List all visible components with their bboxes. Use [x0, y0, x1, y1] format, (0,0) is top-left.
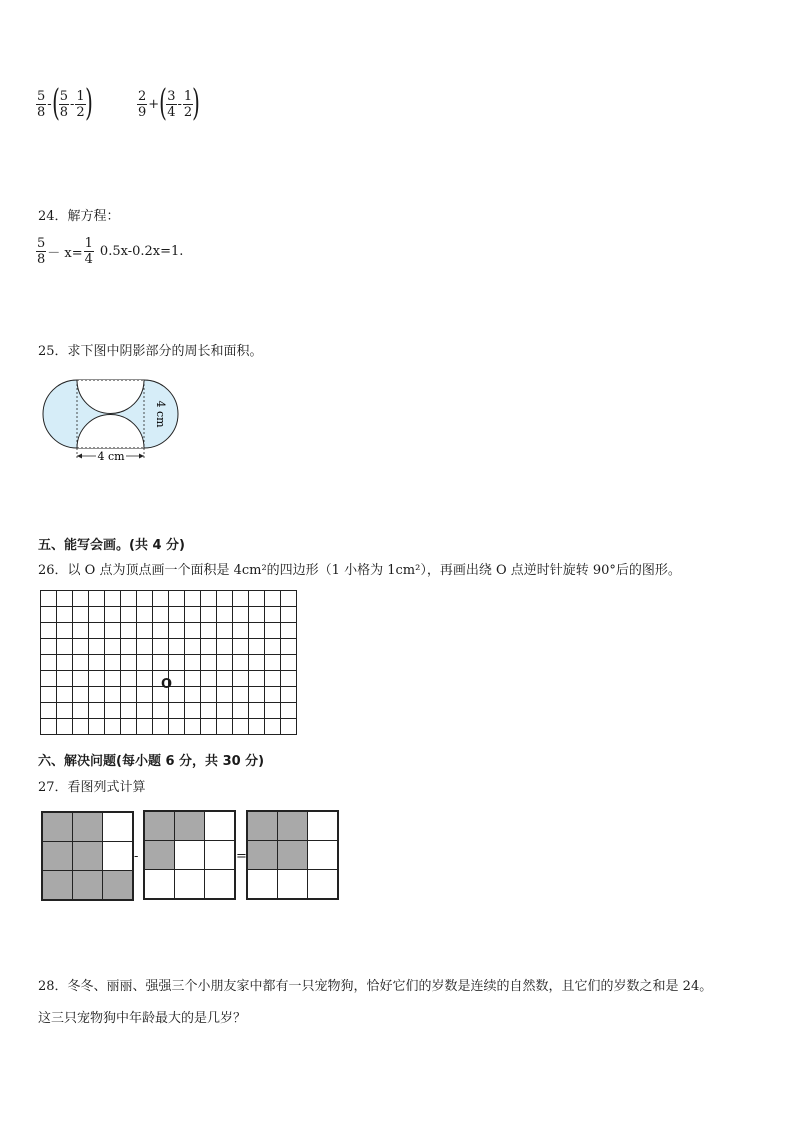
grid-cell [73, 703, 89, 719]
empty-cell [103, 842, 134, 871]
grid-cell [153, 623, 169, 639]
grid-cell [73, 591, 89, 607]
shaded-cell [278, 811, 308, 841]
grid-cell [281, 623, 297, 639]
grid-cell [41, 639, 57, 655]
grid-cell [121, 703, 137, 719]
grid-cell [105, 639, 121, 655]
grid-cell [201, 639, 217, 655]
shaded-cell [175, 811, 205, 841]
grid-cell [185, 591, 201, 607]
shaded-cell [144, 811, 175, 841]
grid-cell [249, 607, 265, 623]
grid-cell [217, 639, 233, 655]
grid-cell [41, 623, 57, 639]
expression-1: $\frac{5}{8}$ -( $\frac{5}{8}$ - $\frac{1}{2}$ ) [37, 83, 93, 124]
question-24-title: 24．解方程： [38, 209, 120, 224]
grid-cell [105, 655, 121, 671]
question-25-title: 25．求下图中阴影部分的周长和面积。 [38, 344, 263, 359]
grid-cell [169, 703, 185, 719]
grid-cell [89, 703, 105, 719]
empty-cell [205, 841, 236, 870]
fraction: $\frac{1}{2}$ [76, 88, 85, 120]
grid-cell [185, 607, 201, 623]
grid-cell [137, 655, 153, 671]
grid-cell [41, 703, 57, 719]
grid-cell [73, 607, 89, 623]
grid-cell [201, 623, 217, 639]
grid-cell [57, 687, 73, 703]
shaded-cell [42, 842, 73, 871]
grid-cell [153, 703, 169, 719]
shaded-cell [278, 841, 308, 870]
grid-cell [249, 719, 265, 735]
empty-cell [175, 841, 205, 870]
fraction: $\frac{2}{9}$ [138, 88, 147, 120]
grid-cell [201, 655, 217, 671]
fraction: $\frac{5}{8}$ [37, 236, 46, 267]
grid-cell [217, 719, 233, 735]
grid-cell [217, 703, 233, 719]
grid-cell [137, 607, 153, 623]
grid-cell [249, 703, 265, 719]
grid-cell [121, 639, 137, 655]
grid-cell [153, 591, 169, 607]
grid-cell [217, 655, 233, 671]
grid-cell [201, 703, 217, 719]
grid-cell [281, 607, 297, 623]
grid-cell [201, 591, 217, 607]
empty-cell [308, 811, 339, 841]
grid-cell [57, 655, 73, 671]
empty-cell [205, 811, 236, 841]
grid-cell [73, 671, 89, 687]
grid-cell [89, 591, 105, 607]
grid-cell [233, 719, 249, 735]
grid-cell [137, 719, 153, 735]
question-27-title: 27．看图列式计算 [38, 780, 146, 795]
grid-cell [249, 655, 265, 671]
grid-cell [73, 623, 89, 639]
grid-cell [137, 623, 153, 639]
grid-cell [121, 623, 137, 639]
grid-cell [281, 655, 297, 671]
grid-cell [89, 719, 105, 735]
grid-cell [265, 687, 281, 703]
grid-cell [57, 591, 73, 607]
fraction: $\frac{5}{8}$ [59, 88, 69, 120]
shaded-cell [247, 841, 278, 870]
section-6-heading: 六、解决问题(每小题 6 分，共 30 分) [38, 754, 265, 769]
grid-cell [137, 591, 153, 607]
grid-cell [265, 607, 281, 623]
grid-cell [201, 607, 217, 623]
grid-cell [217, 671, 233, 687]
grid-cell [233, 639, 249, 655]
grid-cell [281, 639, 297, 655]
grid-cell [153, 607, 169, 623]
empty-cell [247, 870, 278, 900]
grid-cell [121, 671, 137, 687]
empty-cell [103, 812, 134, 842]
grid-cell [57, 623, 73, 639]
grid-cell [217, 687, 233, 703]
shaded-cell [73, 812, 103, 842]
grid-cell [153, 655, 169, 671]
shaded-cell [247, 811, 278, 841]
q27-grid-2 [143, 810, 236, 900]
grid-cell [265, 671, 281, 687]
grid-cell [121, 719, 137, 735]
width-label: 4 cm [97, 450, 125, 463]
grid-cell [121, 607, 137, 623]
grid-cell [265, 655, 281, 671]
grid-cell [185, 671, 201, 687]
grid-cell [89, 607, 105, 623]
shaded-cell [144, 841, 175, 870]
grid-cell [57, 671, 73, 687]
grid-cell [137, 639, 153, 655]
grid-cell [41, 607, 57, 623]
grid-cell [265, 623, 281, 639]
grid-cell [41, 655, 57, 671]
grid-cell [137, 703, 153, 719]
shaded-cell [42, 871, 73, 901]
empty-cell [175, 870, 205, 900]
question-26-title: 26．以 O 点为顶点画一个面积是 4cm²的四边形（1 小格为 1cm²），再画出绕 O 点逆时针旋转 90°后的图形。 [38, 563, 681, 578]
section-5-heading: 五、能写会画。(共 4 分) [38, 538, 185, 553]
grid-cell [153, 719, 169, 735]
grid-cell [41, 687, 57, 703]
grid-cell [217, 591, 233, 607]
grid-cell [185, 623, 201, 639]
grid-cell [73, 639, 89, 655]
grid-cell [233, 607, 249, 623]
grid-cell [73, 655, 89, 671]
grid-cell [57, 607, 73, 623]
grid-cell [121, 591, 137, 607]
minus-sign: - [134, 849, 139, 864]
q27-grid-3 [246, 810, 339, 900]
grid-cell [265, 719, 281, 735]
grid-cell [281, 719, 297, 735]
grid-cell [233, 703, 249, 719]
question-28-line-1: 28．冬冬、丽丽、强强三个小朋友家中都有一只宠物狗，恰好它们的岁数是连续的自然数，且它们的岁数之和是 24。 [38, 979, 713, 994]
grid-cell [233, 687, 249, 703]
shaded-cell [73, 871, 103, 901]
grid-cell [169, 719, 185, 735]
shaded-cell [42, 812, 73, 842]
shaded-cell [73, 842, 103, 871]
grid-cell [217, 607, 233, 623]
grid-cell [137, 671, 153, 687]
grid-cell [249, 639, 265, 655]
empty-cell [308, 841, 339, 870]
grid-cell [57, 639, 73, 655]
grid-cell [233, 591, 249, 607]
empty-cell [278, 870, 308, 900]
grid-cell [105, 607, 121, 623]
grid-cell [249, 591, 265, 607]
empty-cell [308, 870, 339, 900]
grid-cell [57, 703, 73, 719]
grid-cell [89, 655, 105, 671]
grid-cell [201, 687, 217, 703]
expression-2: $\frac{2}{9}$ +( $\frac{3}{4}$ - $\frac{1}{2}$ ) [138, 83, 201, 124]
q27-grid-1 [41, 811, 134, 901]
grid-cell [121, 655, 137, 671]
grid-cell [281, 703, 297, 719]
point-o-label: O [161, 677, 173, 692]
fraction: $\frac{1}{4}$ [84, 236, 93, 267]
grid-cell [105, 623, 121, 639]
grid-cell [185, 687, 201, 703]
fraction: $\frac{5}{8}$ [37, 88, 46, 120]
grid-cell [169, 623, 185, 639]
question-26-grid [40, 590, 297, 735]
grid-cell [73, 719, 89, 735]
grid-cell [201, 671, 217, 687]
grid-cell [233, 671, 249, 687]
grid-cell [169, 607, 185, 623]
grid-cell [281, 591, 297, 607]
grid-cell [105, 719, 121, 735]
grid-cell [41, 719, 57, 735]
grid-cell [265, 703, 281, 719]
grid-cell [281, 687, 297, 703]
grid-cell [105, 671, 121, 687]
grid-cell [169, 591, 185, 607]
equals-sign: = [236, 849, 247, 864]
question-24-equations: $\frac{5}{8}$ － x= $\frac{1}{4}$ 0.5x-0.2x=1. [37, 236, 184, 267]
grid-cell [185, 639, 201, 655]
grid-cell [153, 639, 169, 655]
grid-cell [41, 591, 57, 607]
grid-cell [41, 671, 57, 687]
grid-cell [105, 687, 121, 703]
grid-cell [185, 703, 201, 719]
grid-cell [105, 703, 121, 719]
grid-cell [185, 719, 201, 735]
grid-cell [89, 687, 105, 703]
grid-cell [233, 655, 249, 671]
grid-cell [73, 687, 89, 703]
grid-cell [57, 719, 73, 735]
grid-cell [265, 639, 281, 655]
grid-cell [185, 655, 201, 671]
grid-cell [281, 671, 297, 687]
empty-cell [144, 870, 175, 900]
grid-cell [265, 591, 281, 607]
grid-cell [89, 671, 105, 687]
grid-cell [249, 671, 265, 687]
grid-cell [249, 623, 265, 639]
grid-cell [201, 719, 217, 735]
grid-cell [249, 687, 265, 703]
shaded-figure [36, 372, 196, 464]
grid-cell [89, 623, 105, 639]
fraction: $\frac{3}{4}$ [167, 88, 176, 120]
question-28-line-2: 这三只宠物狗中年龄最大的是几岁？ [38, 1011, 247, 1026]
shaded-cell [103, 871, 134, 901]
grid-cell [217, 623, 233, 639]
grid-cell [233, 623, 249, 639]
height-label: 4 cm [154, 400, 167, 428]
grid-cell [105, 591, 121, 607]
grid-cell [169, 655, 185, 671]
grid-cell [169, 639, 185, 655]
grid-cell [121, 687, 137, 703]
grid-cell [89, 639, 105, 655]
fraction: $\frac{1}{2}$ [183, 88, 193, 120]
empty-cell [205, 870, 236, 900]
grid-cell [137, 687, 153, 703]
